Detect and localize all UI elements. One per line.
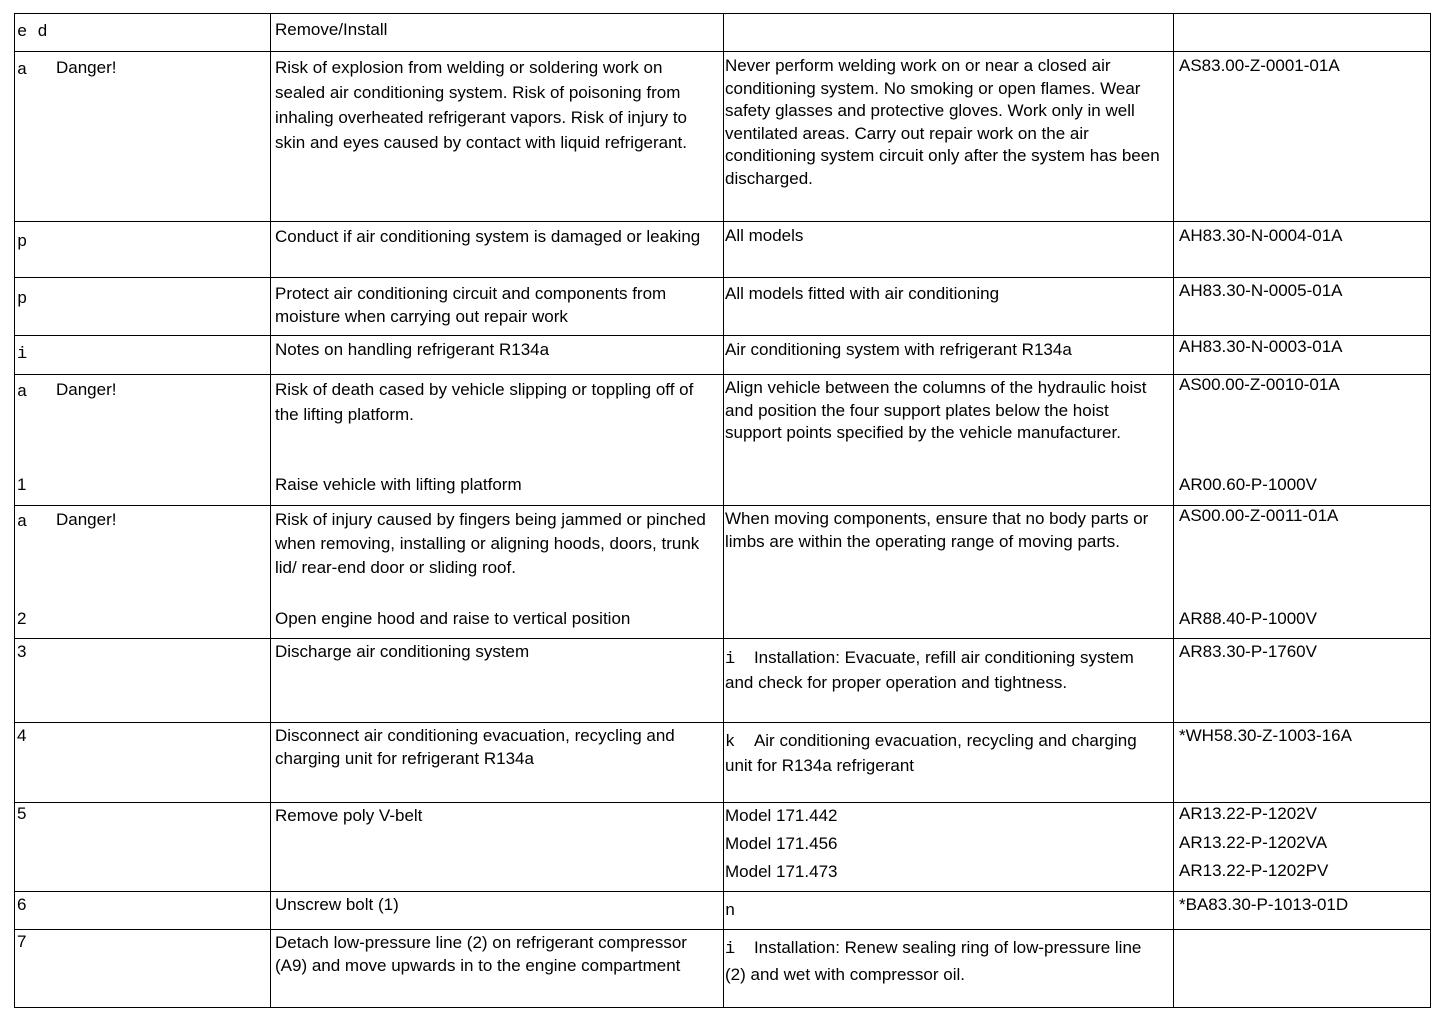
- danger-icon: a: [17, 383, 28, 402]
- reference-code: AH83.30-N-0003-01A: [1179, 337, 1343, 356]
- applicability: Air conditioning system with refrigerant R134a: [725, 340, 1072, 359]
- step-text: Disconnect air conditioning evacuation, recycling and charging unit for refrigerant R134a: [275, 726, 675, 768]
- reference-code: AR88.40-P-1000V: [1179, 609, 1317, 628]
- reference-code: AH83.30-N-0004-01A: [1179, 226, 1343, 245]
- step-text: Remove poly V-belt: [275, 806, 423, 825]
- note-text: Installation: Renew sealing ring of low-pressure line (2) and wet with compressor oil.: [725, 938, 1142, 984]
- model-variant: Model 171.473: [725, 862, 838, 881]
- procedure-table: [14, 13, 1431, 1008]
- reference-code: AS00.00-Z-0011-01A: [1179, 506, 1339, 525]
- reference-code: AS00.00-Z-0010-01A: [1179, 375, 1340, 394]
- safety-measures: Align vehicle between the columns of the hydraulic hoist and position the four support plates below the hoist support points specified by the vehicle manufacturer.: [725, 378, 1147, 442]
- tool-icon: k: [725, 733, 736, 752]
- step-number: 5: [17, 804, 27, 823]
- step-text: Discharge air conditioning system: [275, 642, 530, 661]
- step-text: Conduct if air conditioning system is damaged or leaking: [275, 227, 701, 246]
- reference-code: *WH58.30-Z-1003-16A: [1179, 726, 1352, 745]
- section-title: Remove/Install: [275, 20, 388, 39]
- step-number: 3: [17, 642, 27, 661]
- danger-icon: a: [17, 513, 28, 532]
- danger-text: Danger!: [56, 380, 117, 399]
- safety-measures: When moving components, ensure that no body parts or limbs are within the operating range of moving parts.: [725, 509, 1149, 551]
- column-divider: [1173, 13, 1174, 1008]
- step-text: Raise vehicle with lifting platform: [275, 475, 522, 494]
- step-text: Unscrew bolt (1): [275, 895, 399, 914]
- symbol-cell: p: [17, 233, 28, 252]
- danger-text: Danger!: [56, 58, 117, 77]
- column-divider: [723, 13, 724, 1008]
- table-border-right: [1430, 13, 1431, 1008]
- model-variant: Model 171.456: [725, 834, 838, 853]
- info-icon: i: [725, 940, 736, 959]
- info-icon: i: [725, 650, 736, 669]
- step-number: 1: [17, 475, 27, 494]
- symbol-cell: i: [17, 345, 28, 364]
- model-variant: Model 171.442: [725, 806, 838, 825]
- reference-code: AR83.30-P-1760V: [1179, 642, 1317, 661]
- reference-code: AR13.22-P-1202V: [1179, 804, 1317, 823]
- reference-code: *BA83.30-P-1013-01D: [1179, 895, 1349, 914]
- installation-note: [725, 935, 1165, 987]
- symbol-cell: e d: [17, 23, 48, 42]
- note-text: Air conditioning evacuation, recycling and charging unit for R134a refrigerant: [725, 731, 1137, 775]
- reference-code: AR00.60-P-1000V: [1179, 475, 1317, 494]
- step-number: 6: [17, 895, 27, 914]
- reference-code: AR13.22-P-1202PV: [1179, 861, 1329, 880]
- hazard-description: Risk of death cased by vehicle slipping or toppling off of the lifting platform.: [275, 380, 694, 424]
- symbol-cell: p: [17, 290, 28, 309]
- note-text: Installation: Evacuate, refill air conditioning system and check for proper operation and tightness.: [725, 648, 1134, 692]
- step-text: Open engine hood and raise to vertical position: [275, 609, 631, 628]
- step-number: 4: [17, 726, 27, 745]
- step-number: 7: [17, 932, 27, 951]
- table-border-left: [14, 13, 15, 1008]
- step-text: Detach low-pressure line (2) on refrigerant compressor (A9) and move upwards in to the engine compartment: [275, 933, 687, 975]
- reference-code: AR13.22-P-1202VA: [1179, 833, 1328, 852]
- hazard-description: Risk of injury caused by fingers being jammed or pinched when removing, installing or aligning hoods, doors, trunk lid/ rear-end door or sliding roof.: [275, 510, 706, 577]
- installation-note: [725, 647, 1165, 694]
- reference-code: AS83.00-Z-0001-01A: [1179, 56, 1340, 75]
- danger-text: Danger!: [56, 510, 117, 529]
- reference-code: AH83.30-N-0005-01A: [1179, 281, 1343, 300]
- step-text: Notes on handling refrigerant R134a: [275, 340, 550, 359]
- column-divider: [270, 13, 271, 1008]
- danger-icon: a: [17, 61, 28, 80]
- step-text: Protect air conditioning circuit and components from moisture when carrying out repair work: [275, 284, 667, 326]
- applicability: All models fitted with air conditioning: [725, 284, 1000, 303]
- tool-note: [725, 730, 1165, 777]
- applicability: All models: [725, 226, 804, 245]
- step-number: 2: [17, 609, 27, 628]
- safety-measures: Never perform welding work on or near a closed air conditioning system. No smoking or open flames. Wear safety glasses and protective gloves. Work only in well ventilated areas. Carry out repair work on the air conditioning system circuit only after the system has been discharged.: [725, 56, 1160, 188]
- hazard-description: Risk of explosion from welding or soldering work on sealed air conditioning system. Risk of poisoning from inhaling overheated refrigerant vapors. Risk of injury to skin and eyes caused by contact with liquid refrigerant.: [275, 58, 688, 152]
- note-icon: n: [725, 902, 736, 921]
